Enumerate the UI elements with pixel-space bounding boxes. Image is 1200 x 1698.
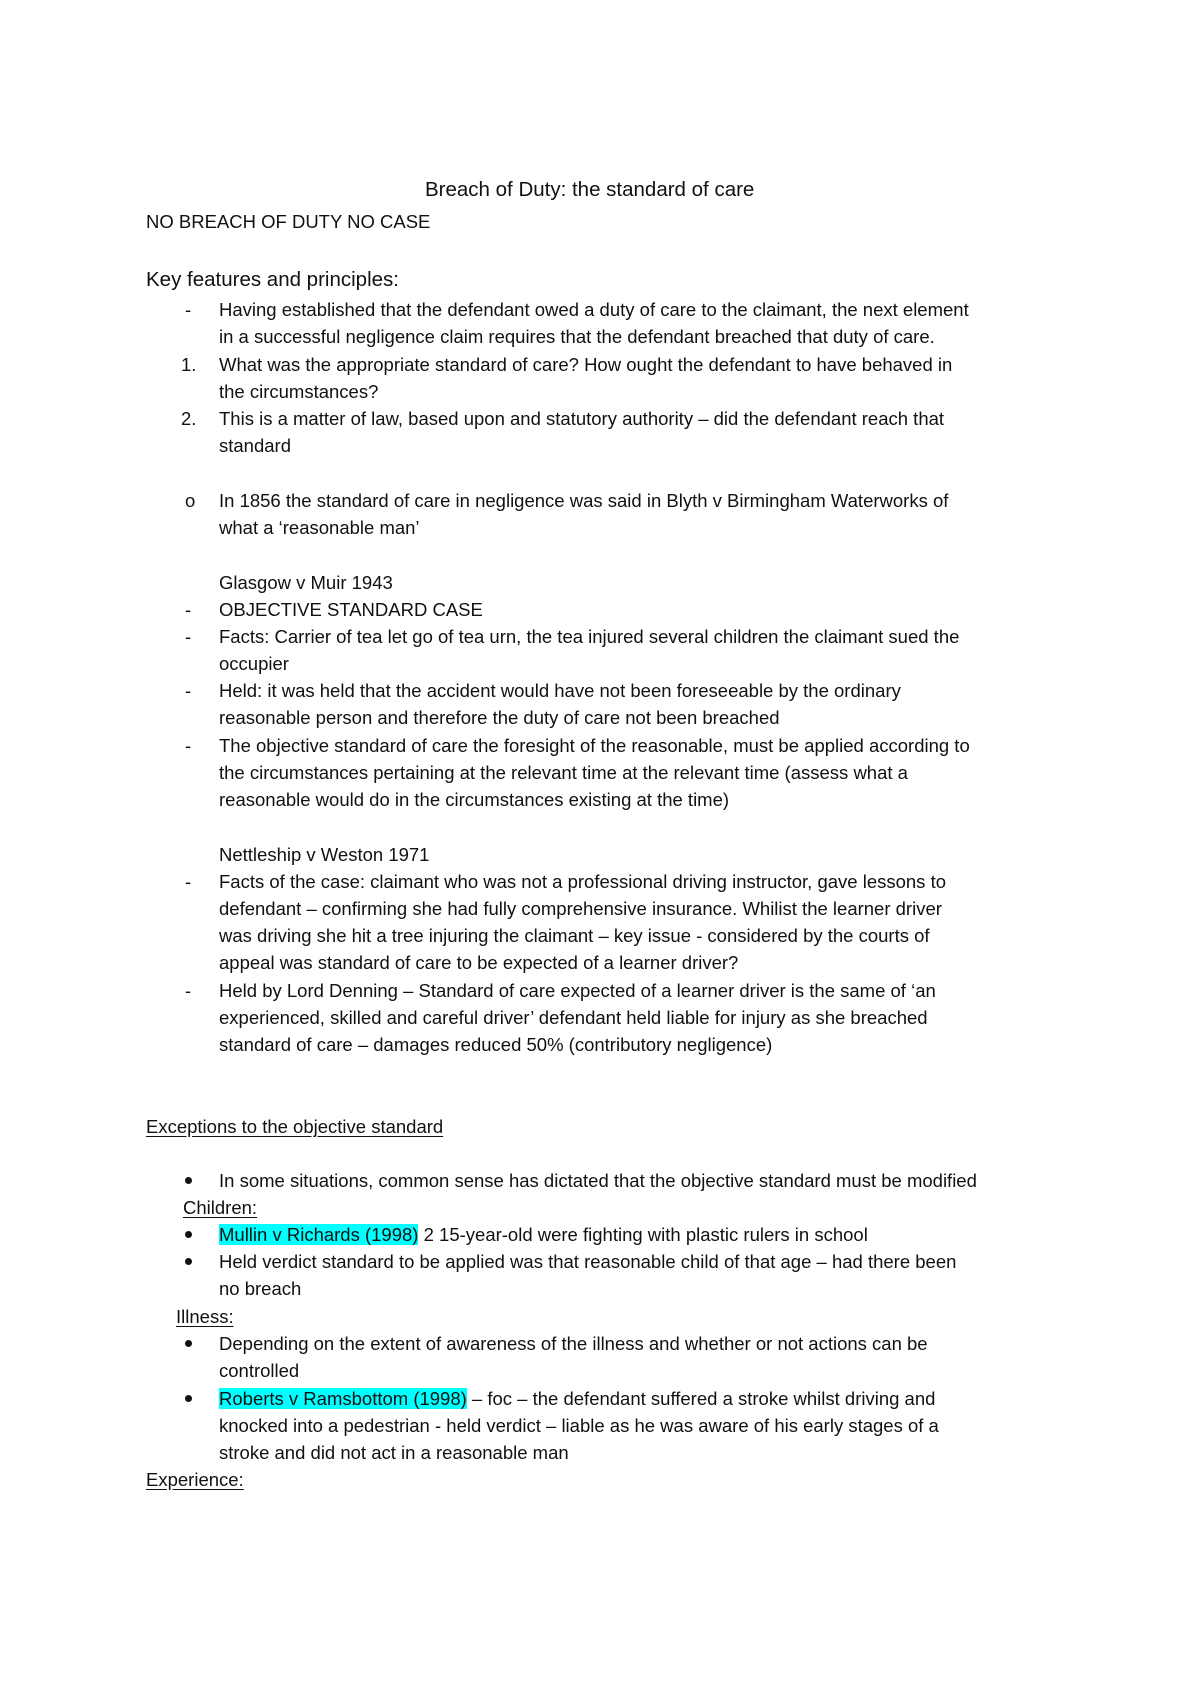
key-item-line: What was the appropriate standard of care? How ought the defendant to have behaved in: [219, 354, 953, 375]
subtitle: NO BREACH OF DUTY NO CASE: [146, 211, 431, 232]
glasgow-line: reasonable would do in the circumstances existing at the time): [219, 789, 730, 810]
glasgow-line: occupier: [219, 653, 289, 674]
key-item-line: what a ‘reasonable man’: [219, 517, 420, 538]
children-line-rest: 2 15-year-old were fighting with plastic rulers in school: [418, 1224, 868, 1245]
dash-marker: -: [185, 680, 192, 701]
dash-marker: -: [185, 735, 192, 756]
number-marker: 1.: [181, 354, 197, 375]
bullet-dot: [185, 1177, 192, 1184]
glasgow-line: Held: it was held that the accident would have not been foreseeable by the ordinary: [219, 680, 901, 701]
children-line: [219, 1222, 868, 1248]
bullet-dot: [185, 1231, 192, 1238]
glasgow-line: OBJECTIVE STANDARD CASE: [219, 599, 483, 620]
dash-marker: -: [185, 980, 192, 1001]
illness-line: Depending on the extent of awareness of the illness and whether or not actions can be: [219, 1333, 928, 1354]
children-line: Held verdict standard to be applied was that reasonable child of that age – had there been: [219, 1251, 957, 1272]
nettleship-line: standard of care – damages reduced 50% (contributory negligence): [219, 1034, 773, 1055]
exceptions-heading: Exceptions to the objective standard: [146, 1116, 444, 1137]
illness-heading: Illness:: [176, 1306, 234, 1327]
case-title-glasgow: Glasgow v Muir 1943: [219, 572, 393, 593]
bullet-dot: [185, 1258, 192, 1265]
key-features-heading: Key features and principles:: [146, 268, 399, 291]
page-title: Breach of Duty: the standard of care: [425, 178, 755, 201]
illness-line: stroke and did not act in a reasonable man: [219, 1442, 569, 1463]
nettleship-line: appeal was standard of care to be expected of a learner driver?: [219, 952, 739, 973]
children-heading: Children:: [183, 1197, 258, 1218]
key-item-line: This is a matter of law, based upon and statutory authority – did the defendant reach that: [219, 408, 945, 429]
key-item-line: Having established that the defendant owed a duty of care to the claimant, the next element: [219, 299, 969, 320]
experience-heading: Experience:: [146, 1469, 244, 1490]
glasgow-line: The objective standard of care the foresight of the reasonable, must be applied according to: [219, 735, 970, 756]
exceptions-intro: In some situations, common sense has dictated that the objective standard must be modified: [219, 1170, 977, 1191]
bullet-dot: [185, 1340, 192, 1347]
dash-marker: -: [185, 599, 192, 620]
illness-line-rest: – foc – the defendant suffered a stroke whilst driving and: [466, 1388, 936, 1409]
nettleship-line: Held by Lord Denning – Standard of care expected of a learner driver is the same of ‘an: [219, 980, 936, 1001]
dash-marker: -: [185, 299, 192, 320]
glasgow-line: reasonable person and therefore the duty of care not been breached: [219, 707, 780, 728]
key-item-line: standard: [219, 435, 291, 456]
key-item-line: the circumstances?: [219, 381, 379, 402]
illness-line: [219, 1386, 935, 1412]
key-item-line: In 1856 the standard of care in negligence was said in Blyth v Birmingham Waterworks of: [219, 490, 949, 511]
glasgow-line: the circumstances pertaining at the relevant time at the relevant time (assess what a: [219, 762, 908, 783]
case-highlight-roberts: Roberts v Ramsbottom (1998): [219, 1388, 467, 1409]
circle-marker: o: [185, 490, 196, 511]
nettleship-line: Facts of the case: claimant who was not a professional driving instructor, gave lessons to: [219, 871, 947, 892]
nettleship-line: was driving she hit a tree injuring the claimant – key issue - considered by the courts of: [219, 925, 930, 946]
key-item-line: in a successful negligence claim requires that the defendant breached that duty of care.: [219, 326, 935, 347]
illness-line: knocked into a pedestrian - held verdict – liable as he was aware of his early stages of a: [219, 1415, 939, 1436]
nettleship-line: experienced, skilled and careful driver’ defendant held liable for injury as she breached: [219, 1007, 928, 1028]
dash-marker: -: [185, 626, 192, 647]
glasgow-line: Facts: Carrier of tea let go of tea urn, the tea injured several children the claimant sued the: [219, 626, 960, 647]
nettleship-line: defendant – confirming she had fully comprehensive insurance. Whilist the learner driver: [219, 898, 942, 919]
children-line: no breach: [219, 1278, 302, 1299]
case-highlight-mullin: Mullin v Richards (1998): [219, 1224, 419, 1245]
dash-marker: -: [185, 871, 192, 892]
case-title-nettleship: Nettleship v Weston 1971: [219, 844, 430, 865]
bullet-dot: [185, 1395, 192, 1402]
number-marker: 2.: [181, 408, 197, 429]
illness-line: controlled: [219, 1360, 300, 1381]
